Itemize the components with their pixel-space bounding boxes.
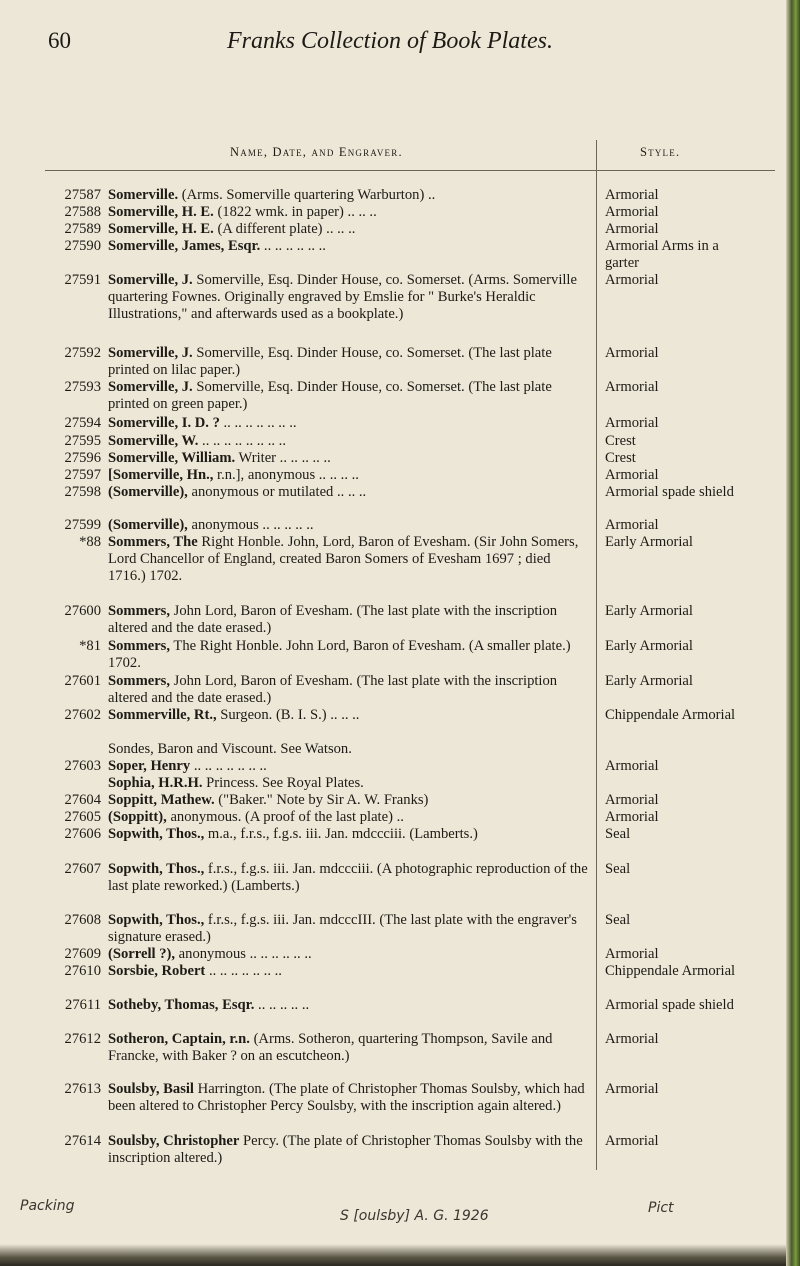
entry-description <box>108 467 590 484</box>
entry-name: Sopwith, Thos., <box>108 912 205 928</box>
entry-name: Sotheron, Captain, r.n. <box>108 1031 250 1047</box>
entry-details: .. .. .. .. .. <box>254 997 310 1013</box>
entry-number: 27595 <box>64 433 101 449</box>
entry-name: (Somerville), <box>108 484 188 500</box>
entry-number: 27587 <box>64 187 101 203</box>
entry-description <box>108 221 590 238</box>
entry-details: (Arms. Somerville quartering Warburton) .. <box>178 187 436 203</box>
entry-style: Armorial spade shield <box>605 997 734 1013</box>
entry-style: Armorial spade shield <box>605 484 734 500</box>
entry-name: Soulsby, Christopher <box>108 1133 240 1149</box>
entry-name: Sommers, The <box>108 534 198 550</box>
entry-description <box>108 517 590 534</box>
entry-description <box>108 861 590 895</box>
entry-number: 27606 <box>64 826 101 842</box>
entry-details: Right Honble. John, Lord, Baron of Evesham. (Sir John Somers, Lord Chancellor of England, created Baron Somers of Evesham 1697 ; died 1716.) 1702. <box>108 534 579 584</box>
entry-description <box>108 433 590 450</box>
entry-style: Armorial <box>605 345 659 361</box>
entry-style: Armorial <box>605 221 659 237</box>
entry-number: 27613 <box>64 1081 101 1097</box>
entry-number: 27596 <box>64 450 101 466</box>
page-number: 60 <box>48 28 71 53</box>
entry-number: 27593 <box>64 379 101 395</box>
entry-number: 27592 <box>64 345 101 361</box>
entry-description <box>108 534 590 585</box>
entry-style: Early Armorial <box>605 534 693 550</box>
entry-number: 27601 <box>64 673 101 689</box>
entry-description <box>108 345 590 379</box>
entry-details: ("Baker." Note by Sir A. W. Franks) <box>214 792 429 808</box>
entry-name: Somerville, W. <box>108 433 199 449</box>
entry-details: The Right Honble. John Lord, Baron of Evesham. (A smaller plate.) 1702. <box>108 638 571 671</box>
entry-details: (A different plate) .. .. .. <box>213 221 356 237</box>
running-title: Franks Collection of Book Plates. <box>227 28 553 54</box>
entry-name: (Soppitt), <box>108 809 167 825</box>
entry-details: anonymous .. .. .. .. .. .. <box>175 946 312 962</box>
entry-name: Sommers, <box>108 638 171 654</box>
entry-details: Surgeon. (B. I. S.) .. .. .. <box>216 707 360 723</box>
entry-name: [Somerville, Hn., <box>108 467 214 483</box>
entry-description <box>108 1081 590 1115</box>
entry-details: Somerville, Esq. Dinder House, co. Somerset. (The last plate printed on lilac paper.) <box>108 345 552 378</box>
entry-description <box>108 415 590 432</box>
entry-name: Somerville, J. <box>108 379 193 395</box>
entry-description <box>108 272 590 323</box>
entry-details: John Lord, Baron of Evesham. (The last plate with the inscription altered and the date erased.) <box>108 603 558 636</box>
entry-details: Harrington. (The plate of Christopher Thomas Soulsby, which had been altered to Christopher Percy Soulsby, with the inscription again altered.) <box>108 1081 585 1114</box>
entry-number: 27611 <box>65 997 101 1013</box>
entry-name: Somerville. <box>108 187 179 203</box>
entry-number: *88 <box>79 534 101 550</box>
entry-number: 27607 <box>64 861 101 877</box>
entry-details: .. .. .. .. .. .. .. <box>219 415 297 431</box>
entry-description <box>108 673 590 707</box>
entry-number: 27598 <box>64 484 101 500</box>
entry-number: 27597 <box>64 467 101 483</box>
entry-description <box>108 238 590 255</box>
entry-style: Armorial <box>605 415 659 431</box>
entry-description <box>108 204 590 221</box>
entry-details: .. .. .. .. .. .. .. .. <box>198 433 286 449</box>
entry-style: Seal <box>605 861 631 877</box>
page-bottom-shadow <box>0 1244 786 1266</box>
entry-number: 27614 <box>64 1133 101 1149</box>
entry-details: Somerville, Esq. Dinder House, co. Somerset. (The last plate printed on green paper.) <box>108 379 552 412</box>
entry-details: r.n.], anonymous .. .. .. .. <box>213 467 359 483</box>
entry-number: 27591 <box>64 272 101 288</box>
entry-name: Somerville, I. D. ? <box>108 415 220 431</box>
entry-style: Early Armorial <box>605 638 693 654</box>
entry-style: Early Armorial <box>605 673 693 689</box>
entry-details: Sondes, Baron and Viscount. See Watson. <box>108 741 352 757</box>
entry-number: 27603 <box>64 758 101 774</box>
entry-style: Chippendale Armorial <box>605 707 736 723</box>
entry-number: 27590 <box>64 238 101 254</box>
entry-description <box>108 741 590 758</box>
entry-details: .. .. .. .. .. .. .. <box>190 758 267 774</box>
entry-name: Sommers, <box>108 603 171 619</box>
entry-name: Soper, Henry <box>108 758 191 774</box>
entry-name: Somerville, J. <box>108 345 193 361</box>
entry-number: 27608 <box>64 912 101 928</box>
entry-name: (Somerville), <box>108 517 188 533</box>
entry-style: Armorial <box>605 946 659 962</box>
entry-style: Armorial <box>605 792 659 808</box>
entry-description <box>108 792 590 809</box>
entry-style: Armorial <box>605 379 659 395</box>
entry-description <box>108 912 590 946</box>
entry-style: Armorial <box>605 272 659 288</box>
entry-name: Sotheby, Thomas, Esqr. <box>108 997 255 1013</box>
entry-name: Somerville, James, Esqr. <box>108 238 261 254</box>
entry-style: Armorial <box>605 1133 659 1149</box>
entry-description <box>108 826 590 843</box>
entry-details: .. .. .. .. .. .. .. <box>205 963 282 979</box>
entry-name: Somerville, H. E. <box>108 221 214 237</box>
page-edge <box>786 0 800 1266</box>
entry-number: 27602 <box>64 707 101 723</box>
entry-style: Armorial <box>605 1031 659 1047</box>
entry-name: Sopwith, Thos., <box>108 861 205 877</box>
entry-style: Armorial <box>605 204 659 220</box>
entry-name: Sorsbie, Robert <box>108 963 206 979</box>
entry-details: Princess. See Royal Plates. <box>202 775 364 791</box>
entry-name: (Sorrell ?), <box>108 946 176 962</box>
handwritten-note: S [oulsby] A. G. 1926 <box>340 1208 489 1224</box>
entry-details: (1822 wmk. in paper) .. .. .. <box>213 204 377 220</box>
handwritten-style-note: Pict <box>648 1200 674 1216</box>
entry-style: Armorial <box>605 758 659 774</box>
entry-style: Armorial <box>605 187 659 203</box>
entry-details: Somerville, Esq. Dinder House, co. Somerset. (Arms. Somerville quartering Fownes. Originally engraved by Emslie for " Burke's Heraldic Illustrations," and afterwards used as a bookplate.) <box>108 272 577 322</box>
entry-description <box>108 638 590 672</box>
entry-number: 27589 <box>64 221 101 237</box>
entry-name: Soppitt, Mathew. <box>108 792 215 808</box>
entry-name: Soulsby, Basil <box>108 1081 194 1097</box>
entry-details: John Lord, Baron of Evesham. (The last plate with the inscription altered and the date erased.) <box>108 673 558 706</box>
entry-description <box>108 707 590 724</box>
entry-name: Somerville, J. <box>108 272 193 288</box>
entry-name: Sommers, <box>108 673 171 689</box>
page-header <box>0 28 780 58</box>
margin-handwriting: Packing <box>20 1198 75 1214</box>
entry-number: 27600 <box>64 603 101 619</box>
entry-details: anonymous .. .. .. .. .. <box>187 517 314 533</box>
entry-description <box>108 187 590 204</box>
entry-name: Somerville, William. <box>108 450 236 466</box>
entry-style: Armorial <box>605 1081 659 1097</box>
entry-style: Armorial <box>605 809 659 825</box>
entry-description <box>108 809 590 826</box>
entry-description <box>108 603 590 637</box>
entry-description <box>108 997 590 1014</box>
entry-name: Sopwith, Thos., <box>108 826 205 842</box>
entry-number: 27599 <box>64 517 101 533</box>
entry-details: f.r.s., f.g.s. iii. Jan. mdccciii. (A photographic reproduction of the last plate reworked.) (Lamberts.) <box>108 861 588 894</box>
column-header-style: Style. <box>640 145 681 159</box>
entry-number: 27612 <box>64 1031 101 1047</box>
entry-description <box>108 758 590 775</box>
entry-details: m.a., f.r.s., f.g.s. iii. Jan. mdccciii. (Lamberts.) <box>204 826 478 842</box>
entry-style: Early Armorial <box>605 603 693 619</box>
entry-style: Seal <box>605 826 631 842</box>
header-rule <box>45 170 775 171</box>
entry-style: Crest <box>605 450 636 466</box>
entry-number: 27588 <box>64 204 101 220</box>
entry-description <box>108 1133 590 1167</box>
entry-description <box>108 450 590 467</box>
entry-details: (Arms. Sotheron, quartering Thompson, Savile and Francke, with Baker ? on an escutcheon.) <box>108 1031 553 1064</box>
entry-name: Somerville, H. E. <box>108 204 214 220</box>
entry-description <box>108 775 590 792</box>
entry-number: 27604 <box>64 792 101 808</box>
entry-details: Writer .. .. .. .. .. <box>235 450 331 466</box>
entry-number: 27610 <box>64 963 101 979</box>
entry-name: Sophia, H.R.H. <box>108 775 203 791</box>
entry-style: Chippendale Armorial <box>605 963 736 979</box>
column-divider <box>596 140 597 1170</box>
entry-number: *81 <box>79 638 101 654</box>
entry-style: Armorial Arms in a garter <box>605 238 719 271</box>
entry-details: f.r.s., f.g.s. iii. Jan. mdcccIII. (The last plate with the engraver's signature erased.) <box>108 912 577 945</box>
entry-description <box>108 963 590 980</box>
entry-number: 27605 <box>64 809 101 825</box>
entry-details: anonymous or mutilated .. .. .. <box>187 484 367 500</box>
entry-name: Sommerville, Rt., <box>108 707 217 723</box>
entry-number: 27594 <box>64 415 101 431</box>
entry-details: Percy. (The plate of Christopher Thomas Soulsby with the inscription altered.) <box>108 1133 583 1166</box>
entry-style: Seal <box>605 912 631 928</box>
entry-details: anonymous. (A proof of the last plate) .. <box>166 809 404 825</box>
entry-style: Crest <box>605 433 636 449</box>
entry-style: Armorial <box>605 517 659 533</box>
entry-details: .. .. .. .. .. .. <box>260 238 326 254</box>
entry-description <box>108 1031 590 1065</box>
entry-style: Armorial <box>605 467 659 483</box>
entry-description <box>108 379 590 413</box>
column-header-name: Name, Date, and Engraver. <box>230 145 403 159</box>
entry-description <box>108 946 590 963</box>
entry-description <box>108 484 590 501</box>
entry-number: 27609 <box>64 946 101 962</box>
